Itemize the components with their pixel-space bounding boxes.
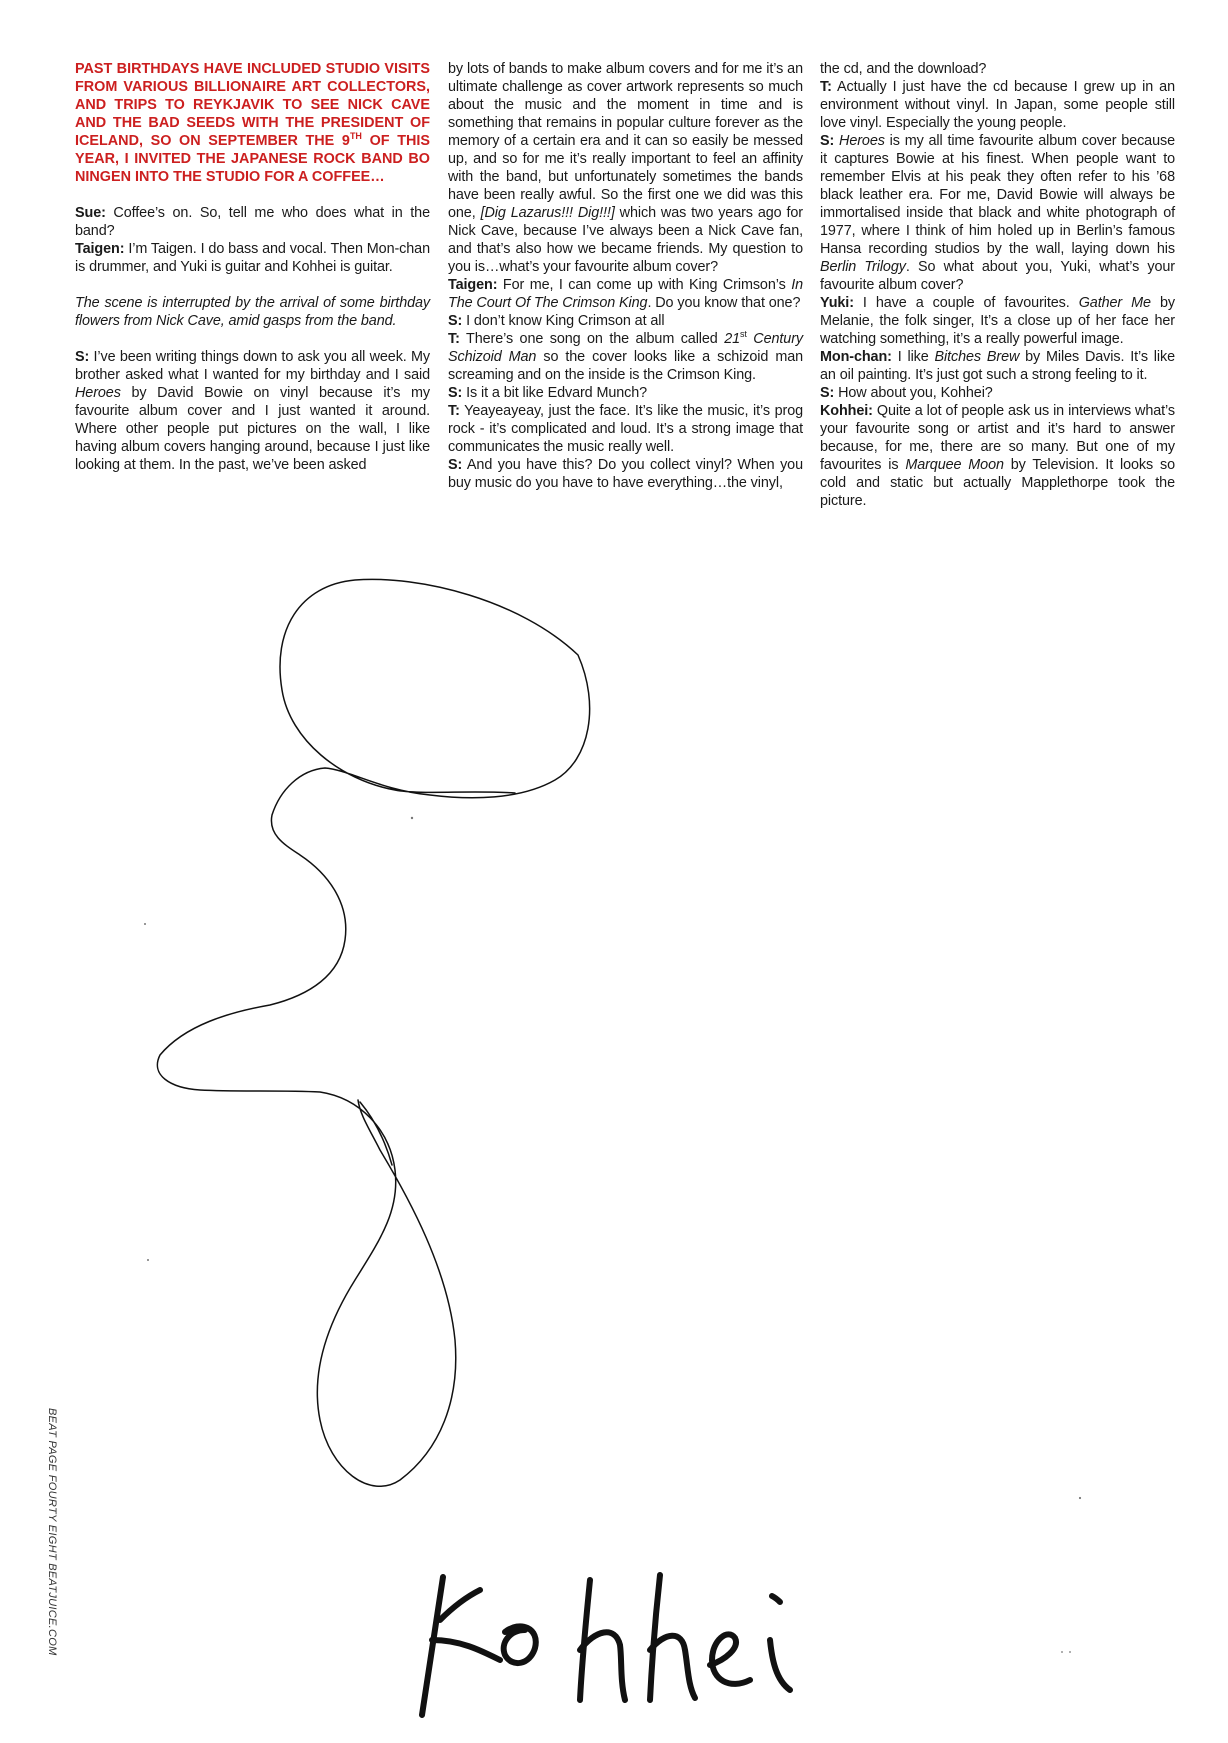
qa-paragraph: Mon-chan: I like Bitches Brew by Miles Davis. It’s like an oil painting. It’s just got such a strong feeling to it. — [820, 349, 1175, 383]
qa-paragraph: S: I don’t know King Crimson at all — [448, 313, 665, 329]
qa-paragraph: T: There’s one song on the album called 21st Century Schizoid Man so the cover looks like a schizoid man screaming and on the inside is the Crimson King. — [448, 329, 804, 383]
qa-paragraph: Taigen: For me, I can come up with King Crimson’s In The Court Of The Crimson King. Do you know that one? — [448, 277, 803, 311]
column-3 — [820, 60, 1175, 510]
column-1 — [75, 60, 430, 474]
column-2 — [448, 60, 803, 492]
qa-paragraph: S: How about you, Kohhei? — [820, 385, 993, 401]
scene-note: The scene is interrupted by the arrival of some birthday flowers from Nick Cave, amid gasps from the band. — [75, 295, 430, 329]
qa-paragraph: S: And you have this? Do you collect vinyl? When you buy music do you have to have everything…the vinyl, — [448, 457, 803, 491]
qa-paragraph: S: Is it a bit like Edvard Munch? — [448, 385, 648, 401]
qa-paragraph: T: Actually I just have the cd because I grew up in an environment without vinyl. In Japan, some people still love vinyl. Especially the young people. — [820, 79, 1175, 131]
qa-paragraph: Sue: Coffee’s on. So, tell me who does what in the band? — [75, 205, 430, 239]
qa-paragraph: Taigen: I’m Taigen. I do bass and vocal. Then Mon-chan is drummer, and Yuki is guitar and Kohhei is guitar. — [75, 241, 430, 275]
qa-paragraph: T: Yeayeayeay, just the face. It’s like the music, it’s prog rock - it’s complicated and loud. It’s a strong image that communicates the music really well. — [448, 403, 803, 455]
intro-paragraph: PAST BIRTHDAYS HAVE INCLUDED STUDIO VISITS FROM VARIOUS BILLIONAIRE ART COLLECTORS, AND TRIPS TO REYKJAVIK TO SEE NICK CAVE AND THE BAD SEEDS WITH THE PRESIDENT OF ICELAND, SO ON SEPTEMBER THE 9TH OF THIS YEAR, I INVITED THE JAPANESE ROCK BAND BO NINGEN INTO THE STUDIO FOR A COFFEE… — [75, 61, 431, 185]
qa-paragraph: S: I’ve been writing things down to ask you all week. My brother asked what I wanted for my birthday and I said Heroes by David Bowie on vinyl because it’s my favourite album cover and I just wanted it around. Where other people put pictures on the wall, I like having album covers hanging around, because I just like looking at them. In the past, we’ve been asked — [75, 349, 430, 473]
kohhei-signature — [422, 1575, 790, 1715]
qa-paragraph: Yuki: I have a couple of favourites. Gather Me by Melanie, the folk singer, It’s a close up of her face her watching something, it’s a really powerful image. — [820, 295, 1175, 347]
page-footer-vertical: BEAT PAGE FOURTY EIGHT BEATJUICE.COM — [46, 1408, 58, 1656]
qa-paragraph: S: Heroes is my all time favourite album cover because it captures Bowie at his finest. When people want to remember Elvis at his peak they often refer to his ’68 black leather era. For me, David Bowie will always be immortalised inside that black and white photograph of 1977, where I think of him holed up in Berlin’s famous Hansa recording studios by the wall, laying down his Berlin Trilogy. So what about you, Yuki, what’s your favourite album cover? — [820, 133, 1175, 293]
qa-paragraph: by lots of bands to make album covers and for me it’s an ultimate challenge as cover artwork represents so much about the music and the moment in time and is something that remains in popular culture forever as the memory of a certain era and it can so easily be messed up, and so for me it’s really important to feel an affinity with the band, but unfortunately sometimes the bands have been really awful. So the first one we did was this one, [Dig Lazarus!!! Dig!!!] which was two years ago for Nick Cave, because I’ve always been a Nick Cave fan, and that’s also how we became friends. My question to you is…what’s your favourite album cover? — [448, 61, 803, 275]
qa-paragraph: Kohhei: Quite a lot of people ask us in interviews what’s your favourite song or artist and it’s hard to answer because, for me, there are so many. But one of my favourites is Marquee Moon by Television. It looks so cold and static but actually Mapplethorpe took the picture. — [820, 403, 1175, 509]
qa-paragraph: the cd, and the download? — [820, 61, 987, 77]
